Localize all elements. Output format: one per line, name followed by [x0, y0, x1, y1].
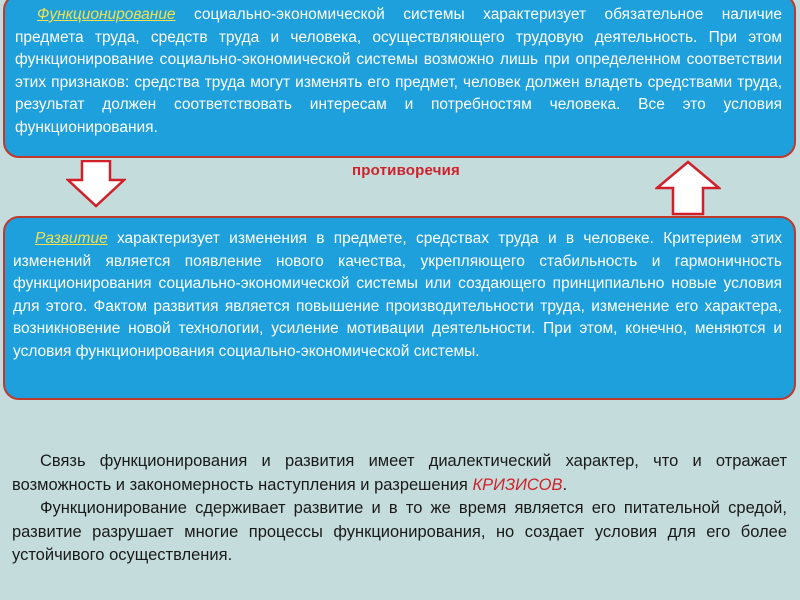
arrow-down-icon	[66, 160, 126, 208]
development-panel	[3, 216, 796, 400]
contradictions-label: противоречия	[352, 162, 460, 179]
development-text: характеризует изменения в предмете, средствах труда и в человеке. Критерием этих изменений является появление нового качества, укрепляющего стабильность и гармоничность функционирования социально-экономической системы или создающего принципиально новые условия для этого. Фактом развития является повышение производительности труда, изменение его характера, возникновение новой технологии, усиление мотивации деятельности. При этом, конечно, меняются и условия функционирования социально-экономической системы.	[13, 230, 782, 360]
development-keyword: Развитие	[35, 230, 108, 247]
arrow-up-icon	[655, 160, 721, 216]
functioning-panel	[3, 0, 796, 158]
functioning-text: социально-экономической системы характеризует обязательное наличие предмета труда, средств труда и человека, осуществляющего трудовую деятельность. При этом функционирование социально-экономической системы возможно лишь при определенном соответствии этих признаков: средства труда могут изменять его предмет, человек должен владеть средствами труда, результат должен соответствовать интересам и потребностям человека. Все это условия функционирования.	[15, 6, 782, 136]
conclusion-paragraph-2: Функционирование сдерживает развитие и в то же время является его питательной средой, развитие разрушает многие процессы функционирования, но создает условия для его более устойчивого осуществления.	[12, 499, 787, 564]
conclusion-text	[12, 450, 787, 568]
crises-highlight: КРИЗИСОВ	[472, 475, 563, 494]
conclusion-paragraph-1: Связь функционирования и развития имеет диалектический характер, что и отражает возможность и закономерность наступления и разрешения КРИЗИСОВ.	[12, 452, 787, 494]
functioning-keyword: Функционирование	[37, 6, 176, 23]
